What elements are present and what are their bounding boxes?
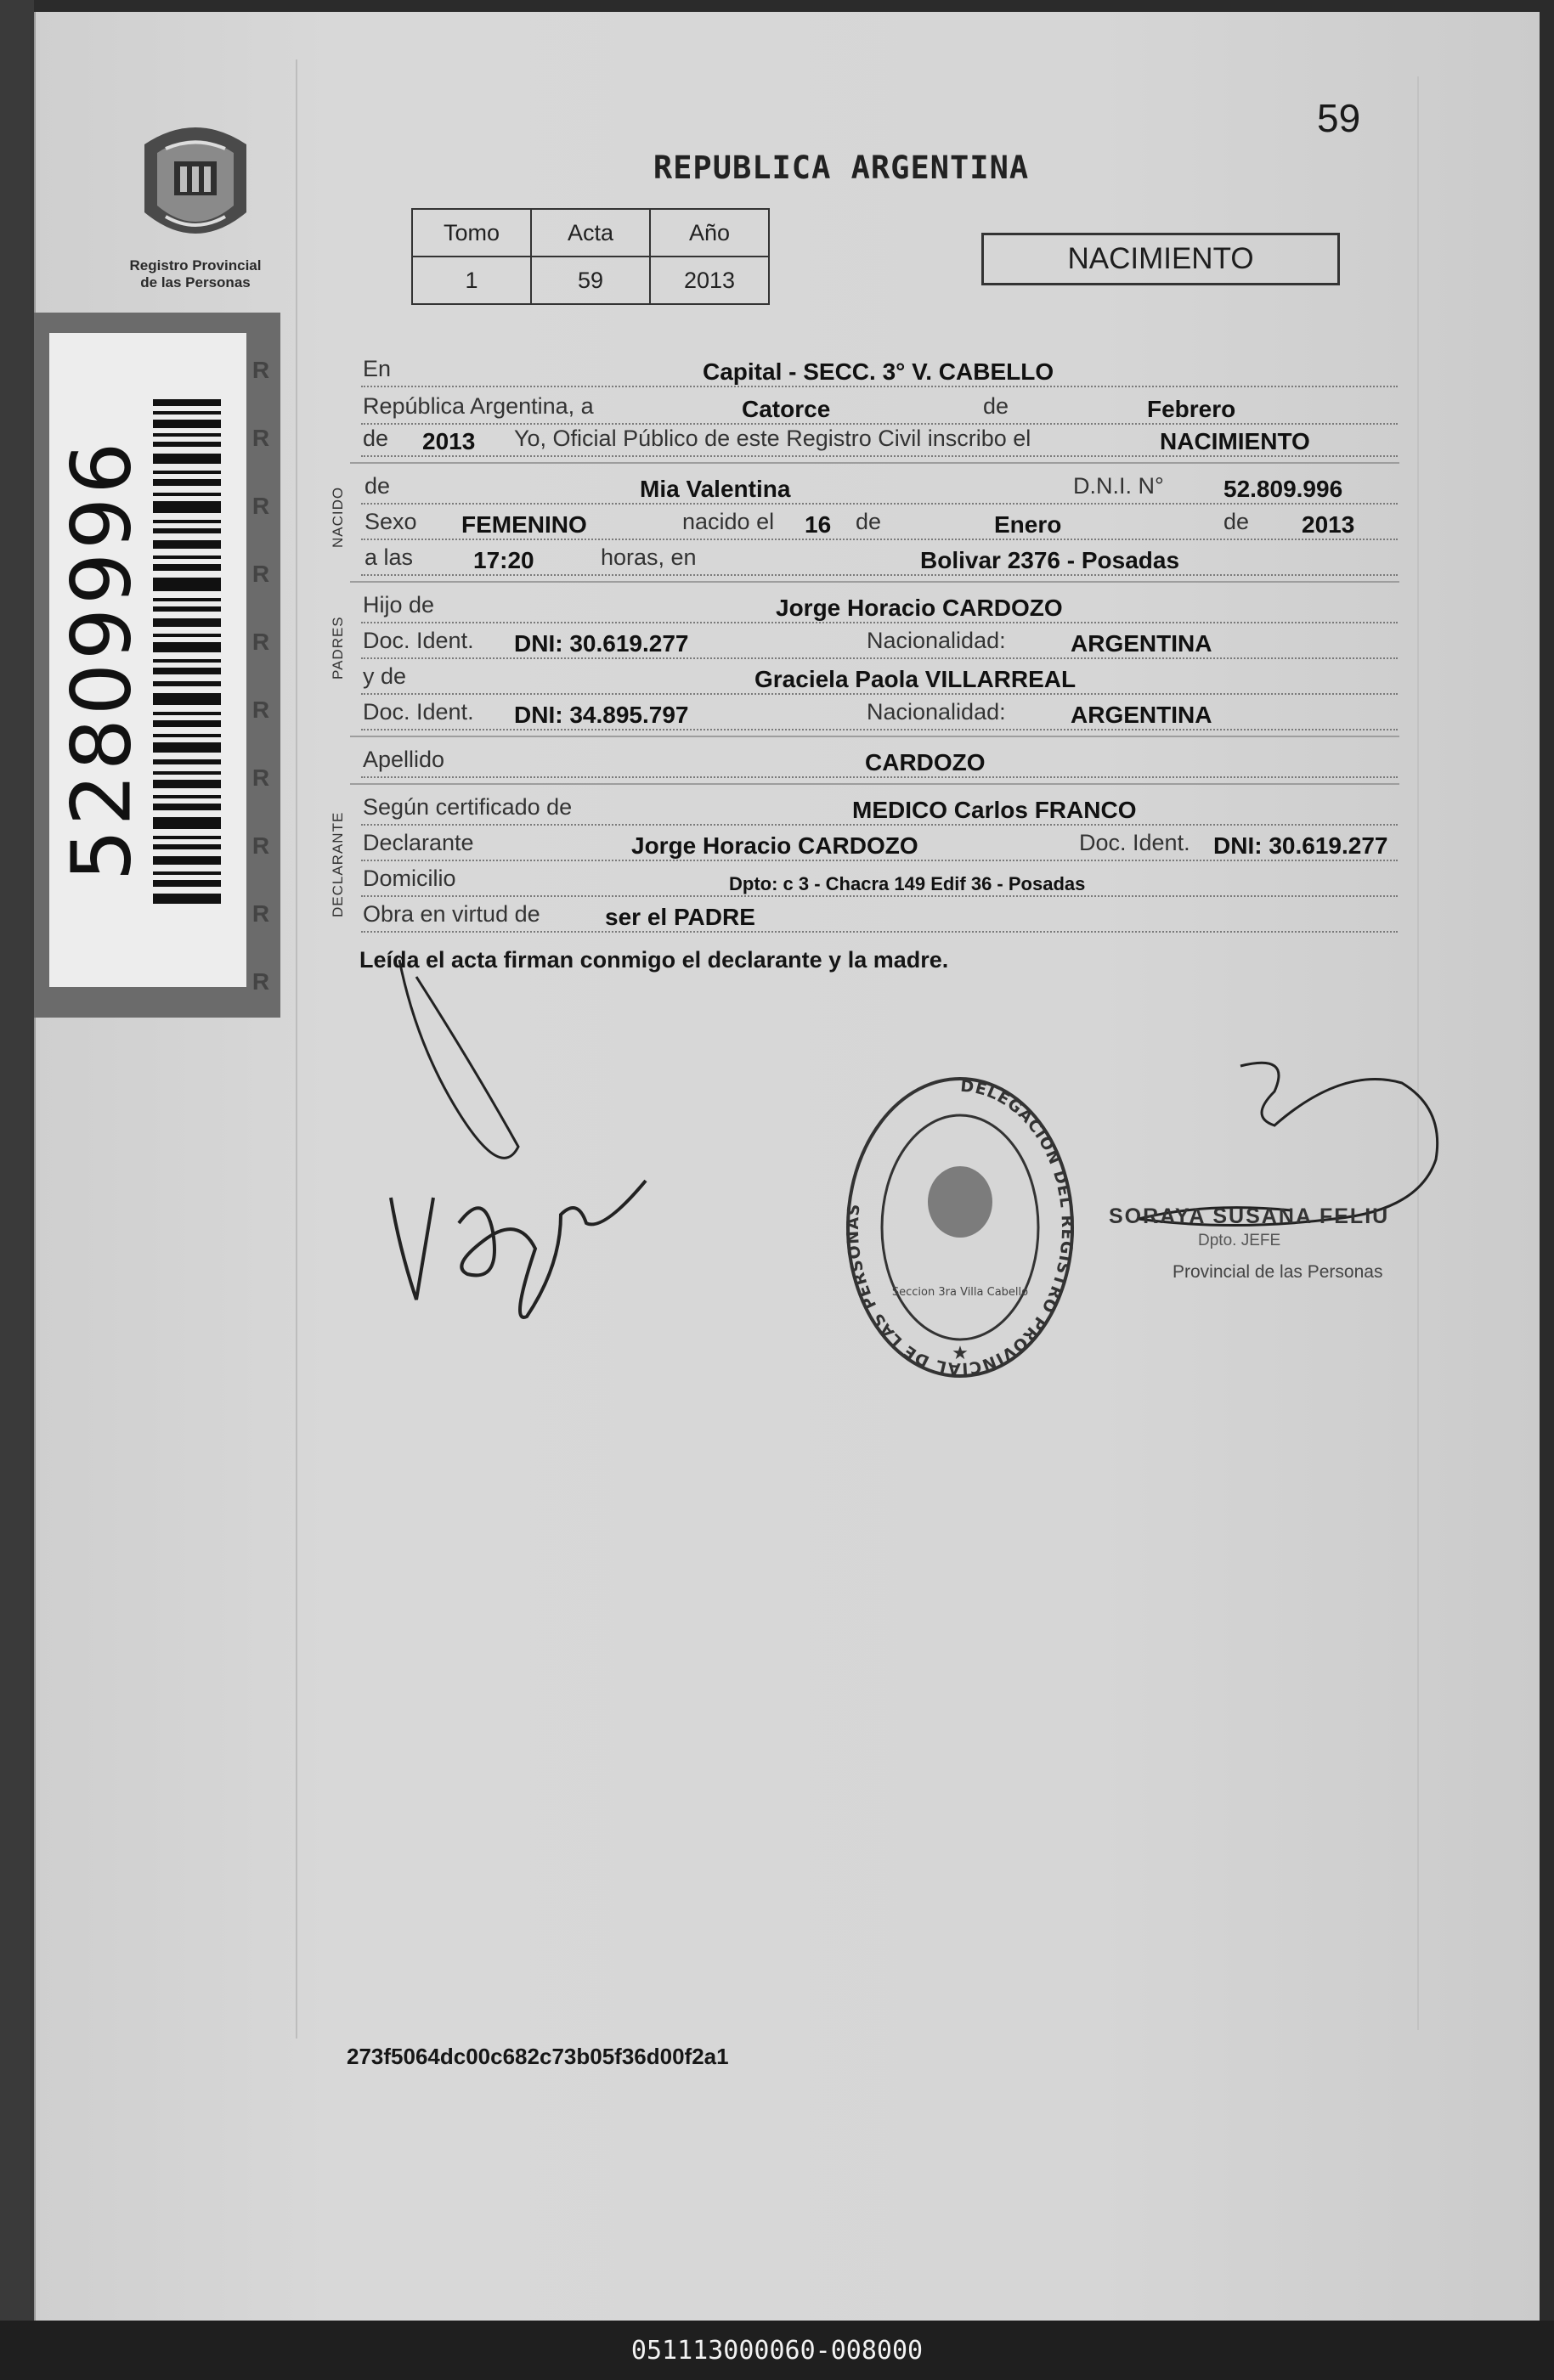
row-padre-doc	[361, 623, 1398, 659]
lugar-value: Capital - SECC. 3° V. CABELLO	[703, 358, 1054, 385]
dni-label: D.N.I. N°	[1073, 473, 1164, 499]
de-label: de	[983, 393, 1009, 419]
nombre-value: Mia Valentina	[640, 476, 791, 502]
row-hora-lugar	[361, 540, 1398, 576]
sexo-label: Sexo	[364, 509, 417, 534]
dni-value: 52.809.996	[1223, 476, 1343, 502]
nac-anio-value: 2013	[1302, 511, 1355, 538]
barcode-icon	[153, 399, 221, 909]
madre-nacionalidad-value: ARGENTINA	[1071, 702, 1212, 728]
row-sexo-fecha	[361, 505, 1398, 540]
acta-header: Acta	[531, 209, 650, 257]
row-madre	[361, 659, 1398, 695]
sticker-pattern-mark: R	[251, 832, 270, 859]
domicilio-label: Domicilio	[363, 866, 456, 891]
de-label-4: de	[856, 509, 882, 534]
apellido-label: Apellido	[363, 747, 445, 772]
anio-header: Año	[650, 209, 769, 257]
sexo-value: FEMENINO	[461, 511, 587, 538]
section-divider	[350, 581, 1399, 583]
hijo-label: Hijo de	[363, 592, 435, 618]
row-apellido	[361, 742, 1398, 778]
nacionalidad-label-2: Nacionalidad:	[867, 699, 1006, 725]
nac-dia-value: 16	[805, 511, 832, 538]
closing-statement: Leída el acta firman conmigo el declarante y la madre.	[359, 947, 949, 973]
sticker-pattern-mark: R	[251, 561, 270, 587]
section-label-declarante: DECLARANTE	[330, 811, 346, 917]
sticker-pattern-mark: R	[251, 697, 270, 723]
margin-line	[296, 59, 297, 2039]
country-title: REPUBLICA ARGENTINA	[653, 149, 1030, 186]
tomo-value: 1	[412, 257, 531, 304]
sticker-pattern-mark: R	[251, 425, 270, 451]
official-office: Provincial de las Personas	[1173, 1262, 1383, 1282]
y-de-label: y de	[363, 663, 407, 689]
de-label-3: de	[364, 473, 391, 499]
horas-label: horas, en	[601, 544, 697, 570]
stamp-ring-text: DELEGACION DEL REGISTRO PROVINCIAL DE LAS PERSONAS	[843, 1076, 1077, 1379]
certificado-value: MEDICO Carlos FRANCO	[852, 797, 1137, 823]
provincial-seal-emblem	[127, 110, 263, 255]
dia-texto-value: Catorce	[742, 396, 831, 422]
sticker-pattern-mark: R	[251, 900, 270, 927]
inscripcion-value: NACIMIENTO	[1160, 428, 1310, 454]
row-fecha-acta	[361, 389, 1398, 425]
de-label-2: de	[363, 426, 389, 451]
republica-label: República Argentina, a	[363, 393, 594, 419]
section-divider	[350, 736, 1399, 737]
row-nombre	[361, 469, 1398, 505]
official-name: SORAYA SUSANA FELIU	[1109, 1204, 1390, 1228]
row-madre-doc	[361, 695, 1398, 730]
padre-nacionalidad-value: ARGENTINA	[1071, 630, 1212, 657]
footer-code: 051113000060-008000	[630, 2336, 924, 2366]
page-number: 59	[1317, 96, 1361, 140]
anio-value: 2013	[650, 257, 769, 304]
sticker-pattern-mark: R	[251, 764, 270, 791]
row-padre	[361, 588, 1398, 623]
en-label: En	[363, 356, 392, 381]
nacionalidad-label: Nacionalidad:	[867, 628, 1006, 653]
domicilio-nacimiento-value: Bolivar 2376 - Posadas	[920, 547, 1180, 573]
declarante-value: Jorge Horacio CARDOZO	[631, 832, 918, 859]
declarante-signature	[365, 943, 671, 1351]
certificado-label: Según certificado de	[363, 794, 573, 820]
mes-value: Febrero	[1147, 396, 1236, 422]
official-role: Dpto. JEFE	[1198, 1232, 1281, 1249]
a-las-label: a las	[364, 544, 414, 570]
doc-ident-label: Doc. Ident.	[363, 628, 474, 653]
nacido-label: nacido el	[682, 509, 775, 534]
padre-value: Jorge Horacio CARDOZO	[776, 595, 1063, 621]
stamp-inner-text: Seccion 3ra Villa Cabello	[891, 1286, 1029, 1299]
hora-value: 17:20	[473, 547, 534, 573]
row-lugar	[361, 352, 1398, 387]
padre-doc-value: DNI: 30.619.277	[514, 630, 689, 657]
document-hash: 273f5064dc00c682c73b05f36d00f2a1	[347, 2044, 729, 2069]
sticker-pattern-mark: R	[251, 357, 270, 383]
section-label-nacido: NACIDO	[330, 486, 346, 548]
acta-value: 59	[531, 257, 650, 304]
svg-text:★: ★	[952, 1342, 969, 1363]
doc-ident-label-3: Doc. Ident.	[1079, 830, 1190, 855]
row-obra	[361, 897, 1398, 933]
registry-stamp	[841, 1066, 1079, 1380]
section-divider	[350, 462, 1399, 464]
row-inscripcion	[361, 421, 1398, 457]
madre-value: Graciela Paola VILLARREAL	[754, 666, 1076, 692]
de-label-5: de	[1223, 509, 1250, 534]
declarante-label: Declarante	[363, 830, 474, 855]
doc-ident-label-2: Doc. Ident.	[363, 699, 474, 725]
sticker-number: 52809996	[54, 438, 149, 882]
record-type-box: NACIMIENTO	[981, 233, 1340, 285]
declarante-doc-value: DNI: 30.619.277	[1213, 832, 1388, 859]
apellido-value: CARDOZO	[865, 749, 986, 775]
nac-mes-value: Enero	[994, 511, 1062, 538]
obra-value: ser el PADRE	[605, 904, 755, 930]
section-label-padres: PADRES	[330, 616, 346, 680]
emblem-caption: Registro Provincial de las Personas	[129, 257, 262, 290]
domicilio-value: Dpto: c 3 - Chacra 149 Edif 36 - Posadas	[729, 873, 1086, 894]
row-declarante	[361, 826, 1398, 861]
tomo-header: Tomo	[412, 209, 531, 257]
section-divider	[350, 783, 1399, 785]
anio-value: 2013	[422, 428, 476, 454]
sticker-pattern-mark: R	[251, 629, 270, 655]
obra-label: Obra en virtud de	[363, 901, 540, 927]
sticker-pattern-mark: R	[251, 493, 270, 519]
sticker-pattern-mark: R	[251, 968, 270, 995]
row-certificado	[361, 790, 1398, 826]
binder-edge	[0, 0, 34, 2380]
record-reference-table	[411, 208, 770, 305]
madre-doc-value: DNI: 34.895.797	[514, 702, 689, 728]
row-domicilio	[361, 861, 1398, 897]
oficial-text: Yo, Oficial Público de este Registro Civil inscribo el	[514, 426, 1031, 451]
